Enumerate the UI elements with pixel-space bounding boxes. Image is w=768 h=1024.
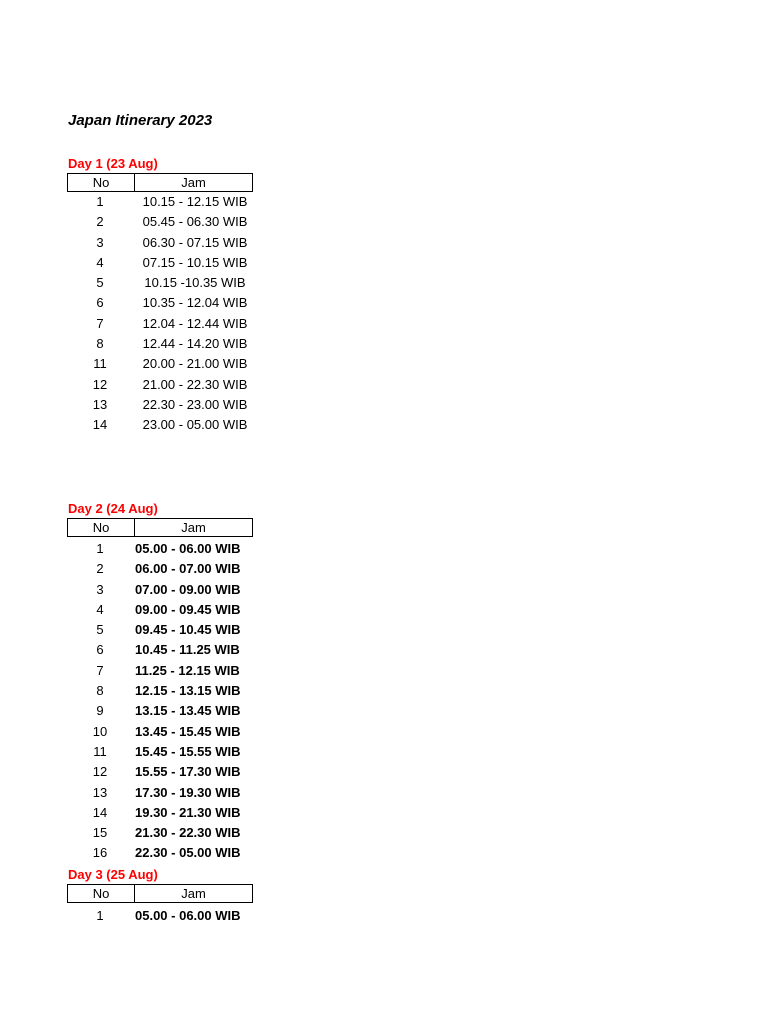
row-number: 6 [96, 642, 104, 658]
day-1-label: Day 1 (23 Aug) [68, 156, 158, 171]
table-row [67, 273, 257, 293]
table-row [67, 783, 257, 803]
row-time: 11.25 - 12.15 WIB [135, 662, 240, 678]
row-time: 22.30 - 23.00 WIB [142, 396, 248, 412]
row-time: 15.55 - 17.30 WIB [135, 764, 241, 780]
table-row [67, 681, 257, 701]
row-number: 12 [92, 376, 108, 392]
row-time: 05.00 - 06.00 WIB [135, 541, 241, 556]
row-time: 09.00 - 09.45 WIB [135, 601, 241, 617]
day-1-table-header [67, 173, 253, 192]
row-time: 20.00 - 21.00 WIB [142, 356, 248, 372]
header-jam: Jam [181, 886, 206, 901]
table-row [67, 701, 257, 721]
header-no: No [68, 174, 135, 191]
day-1-rows [67, 192, 257, 436]
row-time: 09.45 - 10.45 WIB [135, 622, 241, 638]
day-2-rows [67, 539, 257, 864]
row-time: 07.00 - 09.00 WIB [135, 581, 241, 597]
row-number: 1 [96, 194, 104, 209]
row-number: 2 [96, 561, 104, 577]
row-number: 1 [96, 908, 104, 923]
header-jam: Jam [181, 175, 206, 190]
table-row [67, 742, 257, 762]
table-row [67, 620, 257, 640]
row-number: 3 [96, 234, 104, 250]
day-3-label: Day 3 (25 Aug) [68, 867, 158, 882]
row-time: 05.45 - 06.30 WIB [142, 214, 248, 230]
row-number: 11 [93, 743, 107, 759]
table-row [67, 823, 257, 843]
row-time: 21.30 - 22.30 WIB [135, 825, 241, 841]
row-number: 1 [96, 541, 104, 556]
table-row [67, 233, 257, 253]
row-number: 15 [92, 825, 108, 841]
table-row [67, 375, 257, 395]
row-number: 4 [96, 601, 104, 617]
table-row [67, 762, 257, 782]
row-time: 12.44 - 14.20 WIB [142, 336, 248, 352]
table-row [67, 640, 257, 660]
table-row [67, 354, 257, 374]
row-number: 16 [92, 845, 108, 861]
row-time: 23.00 - 05.00 WIB [142, 417, 248, 433]
row-number: 8 [96, 683, 104, 699]
row-number: 7 [96, 662, 104, 678]
row-time: 22.30 - 05.00 WIB [135, 845, 241, 861]
row-time: 10.45 - 11.25 WIB [135, 642, 240, 658]
row-number: 5 [96, 275, 104, 291]
day-2-table-header [67, 518, 253, 537]
table-row [67, 906, 257, 926]
header-jam: Jam [181, 520, 206, 535]
table-row [67, 212, 257, 232]
row-number: 9 [96, 703, 104, 719]
table-row [67, 580, 257, 600]
row-time: 10.15 - 12.15 WIB [142, 194, 248, 209]
table-row [67, 253, 257, 273]
header-no: No [68, 885, 135, 902]
row-number: 5 [96, 622, 104, 638]
row-number: 14 [92, 804, 108, 820]
row-number: 4 [96, 254, 104, 270]
row-number: 8 [96, 336, 104, 352]
table-row [67, 293, 257, 313]
table-row [67, 559, 257, 579]
row-number: 10 [92, 723, 108, 739]
row-time: 05.00 - 06.00 WIB [135, 908, 241, 923]
day-3-table-header [67, 884, 253, 903]
row-time: 13.15 - 13.45 WIB [135, 703, 241, 719]
row-number: 13 [92, 784, 108, 800]
table-row [67, 415, 257, 435]
row-time: 07.15 - 10.15 WIB [142, 254, 248, 270]
row-number: 12 [92, 764, 108, 780]
row-number: 11 [93, 356, 107, 372]
day-3-rows [67, 906, 257, 926]
table-row [67, 314, 257, 334]
row-time: 21.00 - 22.30 WIB [142, 376, 248, 392]
table-row [67, 803, 257, 823]
row-number: 6 [96, 295, 104, 311]
row-time: 13.45 - 15.45 WIB [135, 723, 241, 739]
table-row [67, 395, 257, 415]
row-time: 15.45 - 15.55 WIB [135, 743, 241, 759]
row-time: 10.15 -10.35 WIB [144, 275, 246, 291]
row-number: 2 [96, 214, 104, 230]
day-2-label: Day 2 (24 Aug) [68, 501, 158, 516]
table-row [67, 661, 257, 681]
row-time: 12.15 - 13.15 WIB [135, 683, 241, 699]
row-number: 3 [96, 581, 104, 597]
table-row [67, 539, 257, 559]
row-time: 10.35 - 12.04 WIB [142, 295, 248, 311]
row-time: 17.30 - 19.30 WIB [135, 784, 241, 800]
row-time: 06.00 - 07.00 WIB [135, 561, 241, 577]
page-title: Japan Itinerary 2023 [68, 112, 213, 129]
row-number: 7 [96, 315, 104, 331]
row-time: 19.30 - 21.30 WIB [135, 804, 241, 820]
table-row [67, 843, 257, 863]
row-number: 13 [92, 396, 108, 412]
table-row [67, 722, 257, 742]
row-time: 06.30 - 07.15 WIB [142, 234, 248, 250]
row-number: 14 [92, 417, 108, 433]
table-row [67, 600, 257, 620]
table-row [67, 334, 257, 354]
table-row [67, 192, 257, 212]
header-no: No [68, 519, 135, 536]
row-time: 12.04 - 12.44 WIB [142, 315, 248, 331]
